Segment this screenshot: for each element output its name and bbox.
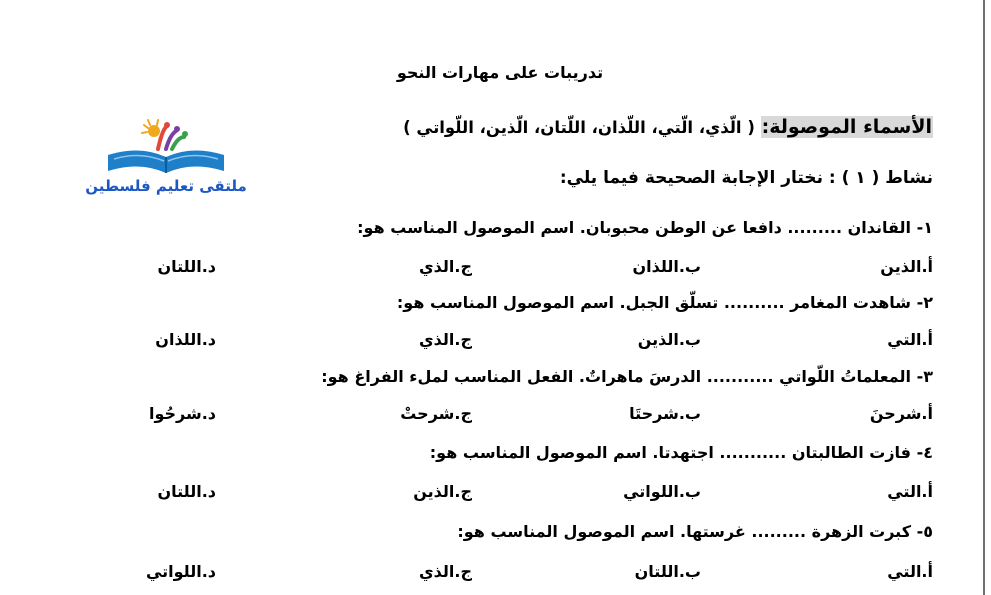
q4-option-d: د.اللتان [157,482,216,501]
people-icon [158,122,188,149]
q1-option-c: ج.الذي [418,257,472,276]
section-title [403,116,933,139]
page-margin-rule [983,0,985,595]
q5-option-a: أ.التي [887,562,933,581]
q5-option-c: ج.الذي [418,562,472,581]
q3-option-c: ج.شرحتْ [400,404,472,423]
q1-option-b: ب.اللذان [632,257,701,276]
section-items: ( الّذي، الّتي، اللّذان، اللّتان، الّذين، اللّواتي ) [403,118,755,137]
question-2: ٢- شاهدت المغامر .......... تسلّق الجبل. اسم الموصول المناسب هو: [396,293,933,312]
site-logo [78,117,254,201]
q5-option-b: ب.اللتان [634,562,701,581]
section-label: الأسماء الموصولة: [761,116,932,138]
q2-option-b: ب.الذين [637,330,701,349]
activity-title: نشاط ( ١ ) : نختار الإجابة الصحيحة فيما يلي: [559,168,933,188]
question-4: ٤- فازت الطالبتان ........... اجتهدتا. اسم الموصول المناسب هو: [429,443,933,462]
question-5: ٥- كبرت الزهرة ......... غرستها. اسم الموصول المناسب هو: [457,522,933,541]
question-3: ٣- المعلماتُ اللّواتي ........... الدرسَ ماهراتٌ. الفعل المناسب لملء الفراغ هو: [321,367,933,386]
logo-text: ملتقى تعليم فلسطين [85,177,247,195]
q2-option-c: ج.الذي [418,330,472,349]
q4-option-a: أ.التي [887,482,933,501]
question-1: ١- القاندان ......... دافعا عن الوطن محبوبان. اسم الموصول المناسب هو: [357,218,933,237]
q3-option-b: ب.شرحتَا [629,404,701,423]
open-book-icon [78,117,254,177]
q2-option-a: أ.التي [887,330,933,349]
q3-option-a: أ.شرحنَ [869,404,933,423]
sun-icon [142,120,160,137]
q4-option-c: ج.الذين [413,482,472,501]
q1-option-a: أ.الذين [880,257,933,276]
q4-option-b: ب.اللواتي [623,482,701,501]
q3-option-d: د.شرحُوا [148,404,216,423]
q2-option-d: د.اللذان [155,330,216,349]
q1-option-d: د.اللتان [157,257,216,276]
q5-option-d: د.اللواتي [145,562,216,581]
page-title: تدريبات على مهارات النحو [396,63,604,82]
